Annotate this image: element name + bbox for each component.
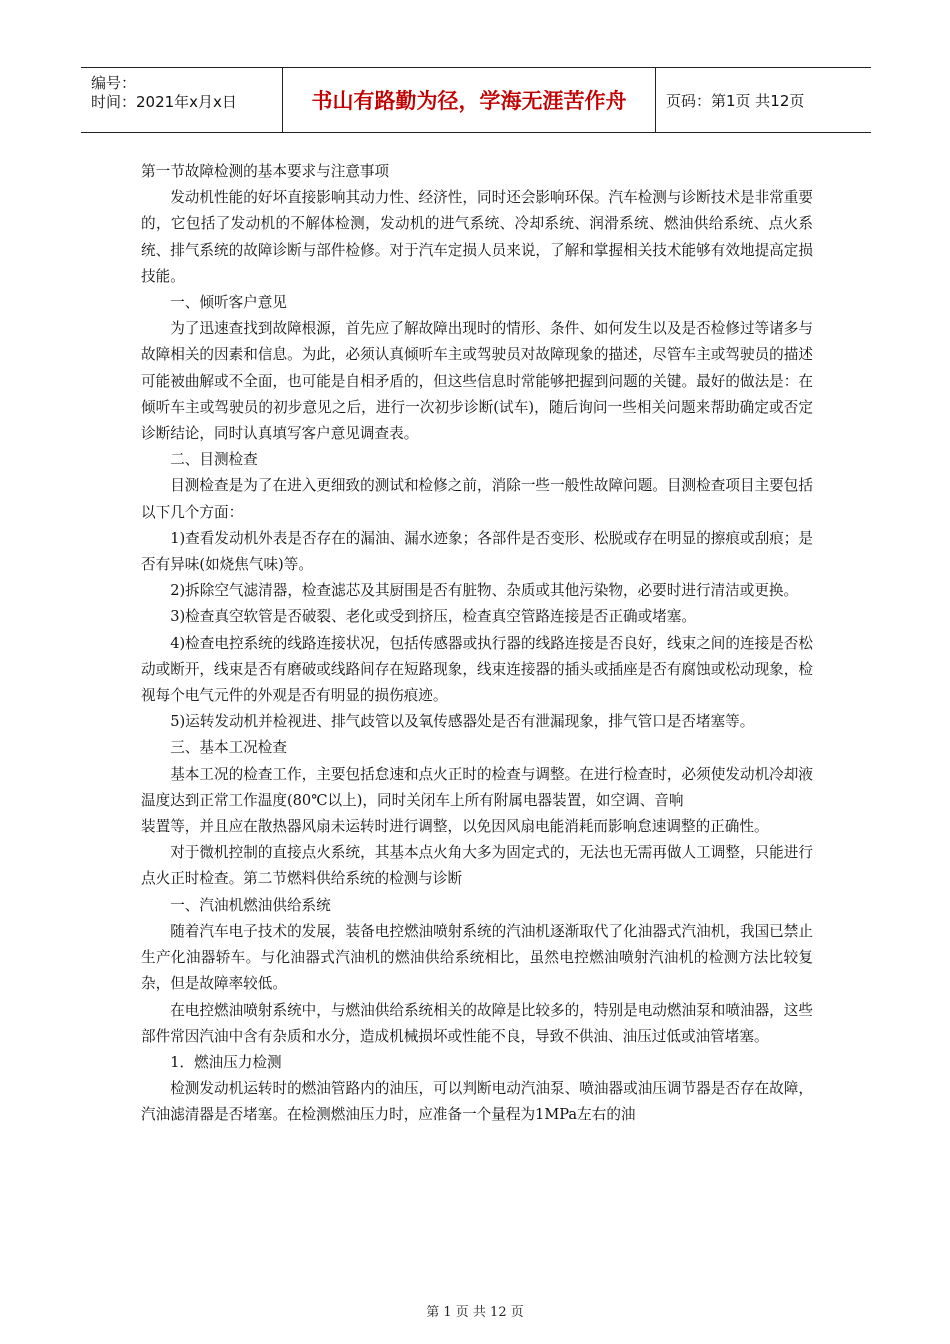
paragraph: 为了迅速查找到故障根源，首先应了解故障出现时的情形、条件、如何发生以及是否检修过等诸多与故障相关的因素和信息。为此，必须认真倾听车主或驾驶员对故障现象的描述，尽管车主或驾驶员的描述可能被曲解或不全面，也可能是自相矛盾的，但这些信息时常能够把握到问题的关键。最好的做法是：在倾听车主或驾驶员的初步意见之后，进行一次初步诊断(试车)，随后询问一些相关问题来帮助确定或否定诊断结论，同时认真填写客户意见调查表。: [141, 320, 813, 443]
subheading: 一、倾听客户意见: [170, 294, 287, 312]
list-item: 2)拆除空气滤清器，检查滤芯及其厨围是否有脏物、杂质或其他污染物，必要时进行清洁或更换。: [170, 582, 799, 600]
paragraph-continuation: 装置等，并且应在散热器风扇未运转时进行调整，以免因风扇电能消耗而影响怠速调整的正确性。: [141, 818, 769, 836]
subheading: 一、汽油机燃油供给系统: [170, 896, 331, 914]
subheading: 二、目测检查: [170, 451, 258, 469]
paragraph: 检测发动机运转时的燃油管路内的油压，可以判断电动汽油泵、喷油器或油压调节器是否存在故障，汽油滤清器是否堵塞。在检测燃油压力时，应准备一个量程为1MPa左右的油: [141, 1080, 813, 1124]
header-page-info: 页码：第1页 共12页: [666, 91, 805, 110]
paragraph: 在电控燃油喷射系统中，与燃油供给系统相关的故障是比较多的，特别是电动燃油泵和喷油器，这些部件常因汽油中含有杂质和水分，造成机械损坏或性能不良，导致不供油、油压过低或油管堵塞。: [141, 1001, 813, 1045]
page-header: [81, 67, 871, 133]
paragraph: 发动机性能的好坏直接影响其动力性、经济性，同时还会影响环保。汽车检测与诊断技术是非常重要的，它包括了发动机的不解体检测，发动机的进气系统、冷却系统、润滑系统、燃油供给系统、点火系统、排气系统的故障诊断与部件检修。对于汽车定损人员来说，了解和掌握相关技术能够有效地提高定损技能。: [141, 189, 813, 285]
header-motto: 书山有路勤为径，学海无涯苦作舟: [283, 68, 656, 132]
paragraph: 随着汽车电子技术的发展，装备电控燃油喷射系统的汽油机逐渐取代了化油器式汽油机，我国已禁止生产化油器轿车。与化油器式汽油机的燃油供给系统相比，虽然电控燃油喷射汽油机的检测方法比较复杂，但是故障率较低。: [141, 922, 813, 993]
subheading: 三、基本工况检查: [170, 739, 287, 757]
list-item: 5)运转发动机并检视进、排气歧管以及氧传感器处是否有泄漏现象，排气管口是否堵塞等。: [170, 713, 755, 731]
header-meta-cell: [81, 68, 283, 132]
list-item: 1)查看发动机外表是否存在的漏油、漏水迹象；各部件是否变形、松脱或存在明显的擦痕或刮痕；是否有异味(如烧焦气味)等。: [141, 529, 813, 574]
date-label: 时间：2021年x月x日: [91, 93, 237, 111]
document-body: [141, 159, 813, 1129]
serial-number-label: 编号：: [91, 74, 137, 92]
list-item: 4)检查电控系统的线路连接状况，包括传感器或执行器的线路连接是否良好，线束之间的连接是否松动或断开，线束是否有磨破或线路间存在短路现象，线束连接器的插头或插座是否有腐蚀或松动现象，检视每个电气元件的外观是否有明显的损伤痕迹。: [141, 634, 813, 705]
paragraph: 基本工况的检查工作，主要包括怠速和点火正时的检查与调整。在进行检查时，必须使发动机冷却液温度达到正常工作温度(80℃以上)，同时关闭车上所有附属电器装置，如空调、音响: [141, 765, 813, 809]
list-item: 3)检查真空软管是否破裂、老化或受到挤压，检查真空管路连接是否正确或堵塞。: [170, 608, 696, 626]
paragraph: 目测检查是为了在进入更细致的测试和检修之前，消除一些一般性故障问题。目测检查项目主要包括以下几个方面：: [141, 477, 813, 521]
paragraph: 对于微机控制的直接点火系统，其基本点火角大多为固定式的，无法也无需再做人工调整，只能进行点火正时检查。第二节燃料供给系统的检测与诊断: [141, 844, 813, 888]
section-title: 第一节故障检测的基本要求与注意事项: [141, 163, 390, 180]
subheading: 1．燃油压力检测: [170, 1053, 282, 1071]
page-footer: 第 1 页 共 12 页: [426, 1305, 524, 1320]
